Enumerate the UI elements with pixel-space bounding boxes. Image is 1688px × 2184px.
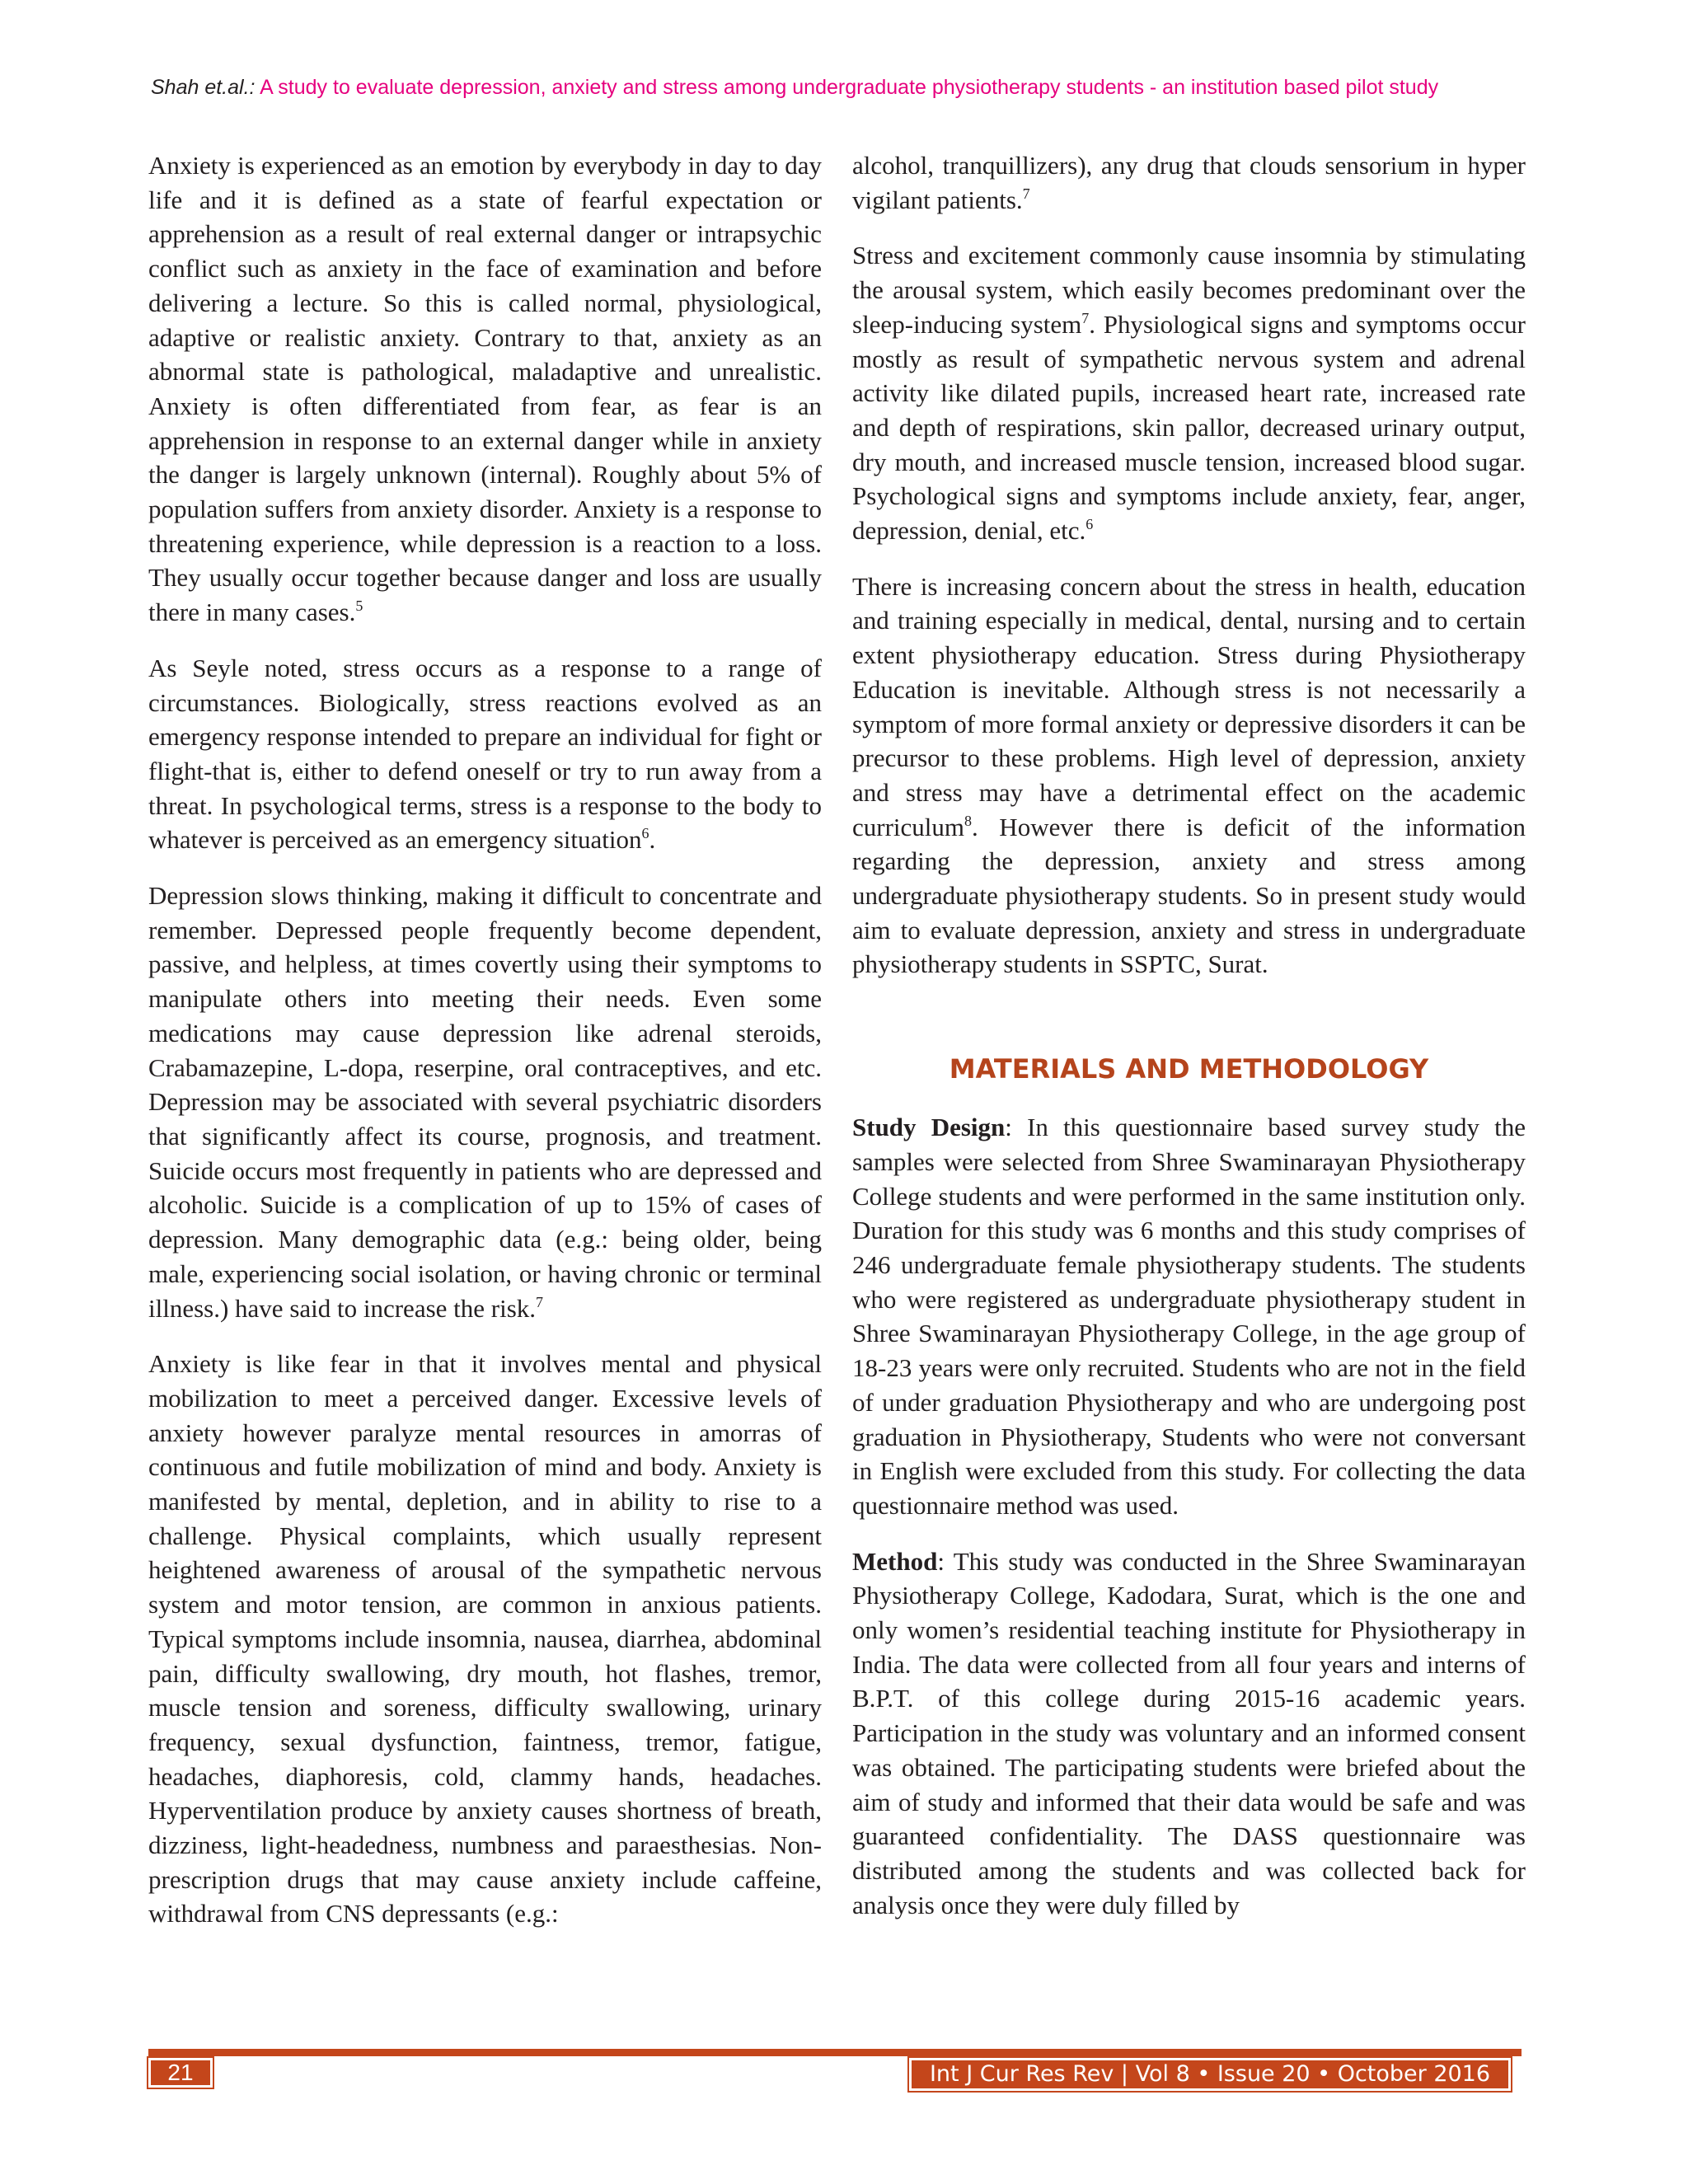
paragraph-anxiety-definition: Anxiety is experienced as an emotion by everybody in day to day life and it is defined as a state of fearful expectation or apprehension as a result of real external danger or intrapsychic conflict such as anxiety in the face of examination and before delivering a lecture. So this is called normal, physiological, adaptive or realistic anxiety. Contrary to that, anxiety as an abnormal state is pathological, maladaptive and unrealistic. Anxiety is often differentiated from fear, as fear is an apprehension in response to an external danger while in anxiety the danger is largely unknown (internal). Roughly about 5% of population suffers from anxiety disorder. Anxiety is a response to threatening experience, while depression is a reaction to a loss. They usually occur together because danger and loss are usually there in many cases.$^5$ — [148, 151, 822, 627]
method-label: Method — [852, 1546, 938, 1576]
paragraph-depression: Depression slows thinking, making it difficult to concentrate and remember. Depressed people frequently become dependent, passive, and helpless, at times covertly using their symptoms to manipulate others into meeting their needs. Even some medications may cause depression like adrenal steroids, Crabamazepine, L-dopa, reserpine, oral contraceptives, and etc. Depression may be associated with several psychiatric disorders that significantly affect its course, prognosis, and treatment. Suicide occurs most frequently in patients who are depressed and alcoholic. Suicide is a complication of up to 15% of cases of depression. Many demographic data (e.g.: being older, being male, experiencing social isolation, or having chronic or terminal illness.) have said to increase the risk.$^7$ — [148, 881, 822, 1323]
paragraph-anxiety-fear: Anxiety is like fear in that it involves mental and physical mobilization to meet a perceived danger. Excessive levels of anxiety however paralyze mental resources in amorras of continuous and futile mobilization of mind and body. Anxiety is manifested by mental, depletion, and in ability to rise to a challenge. Physical complaints, which usually represent heightened awareness of arousal of the sympathetic nervous system and motor tension, are common in anxious patients. Typical symptoms include insomnia, nausea, diarrhea, abdominal pain, difficulty swallowing, dry mouth, hot flashes, tremor, muscle tension and soreness, difficulty swallowing, urinary frequency, sexual dysfunction, faintness, tremor, fatigue, headaches, diaphoresis, cold, clammy hands, headaches. Hyperventilation produce by anxiety causes shortness of breath, dizziness, light-headedness, numbness and paraesthesias. Non-prescription drugs that may cause anxiety include caffeine, withdrawal from CNS depressants (e.g.: — [148, 1349, 822, 1929]
citation-ref: 7 — [1022, 185, 1030, 202]
right-column — [852, 148, 1526, 1943]
left-column — [148, 148, 822, 1952]
page-number: 21 — [148, 2058, 213, 2088]
running-head — [151, 74, 1552, 101]
citation-ref: 6 — [641, 825, 649, 842]
section-heading-materials-methodology: MATERIALS AND METHODOLOGY — [949, 1053, 1429, 1085]
running-head-authors: Shah et.al.: — [151, 76, 256, 99]
paragraph-drugs-continued: alcohol, tranquillizers), any drug that clouds sensorium in hyper vigilant patients.$^7$ — [852, 151, 1526, 214]
citation-ref: 7 — [536, 1293, 544, 1310]
study-design-label: Study Design — [852, 1113, 1006, 1142]
citation-ref: 7 — [1081, 309, 1090, 326]
paragraph-study-design: Study Design: In this questionnaire based survey study the samples were selected from Shree Swaminarayan Physiotherapy College students and were performed in the same institution only. Duration for this study was 6 months and this study comprises of 246 undergraduate female physiotherapy students. The students who were registered as undergraduate physiotherapy student in Shree Swaminarayan Physiotherapy College, in the age group of 18-23 years were only recruited. Students who are not in the field of under graduation Physiotherapy and who are undergoing post graduation in Physiotherapy, Students who were not conversant in English were excluded from this study. For collecting the data questionnaire method was used. — [852, 1113, 1526, 1520]
paragraph-stress-education: There is increasing concern about the stress in health, education and training especially in medical, dental, nursing and to certain extent physiotherapy education. Stress during Physiotherapy Education is inevitable. Although stress is not necessarily a symptom of more formal anxiety or depressive disorders it can be precursor to these problems. High level of depression, anxiety and stress may have a detrimental effect on the academic curriculum$^8$. However there is deficit of the information regarding the depression, anxiety and stress among undergraduate physiotherapy students. So in present study would aim to evaluate depression, anxiety and stress in undergraduate physiotherapy students in SSPTC, Surat. — [852, 571, 1526, 979]
paragraph-stress-seyle: As Seyle noted, stress occurs as a response to a range of circumstances. Biologically, stress reactions evolved as an emergency response intended to prepare an individual for fight or flight-that is, either to defend oneself or try to run away from a threat. In psychological terms, stress is a response to the body to whatever is perceived as an emergency situation$^6$. — [148, 653, 822, 855]
journal-citation: Int J Cur Res Rev | Vol 8 • Issue 20 • October 2016 — [909, 2058, 1511, 2091]
citation-ref: 8 — [964, 812, 973, 829]
running-head-title: A study to evaluate depression, anxiety and stress among undergraduate physiotherapy students - an institution based pilot study — [260, 76, 1439, 99]
footer-rule — [148, 2049, 1522, 2056]
citation-ref: 5 — [355, 598, 363, 615]
paragraph-method: Method: This study was conducted in the Shree Swaminarayan Physiotherapy College, Kadodara, Surat, which is the one and only women’s residential teaching institute for Physiotherapy in India. The data were collected from all four years and interns of B.P.T. of this college during 2015-16 academic years. Participation in the study was voluntary and an informed consent was obtained. The participating students were briefed about the aim of study and informed that their data would be safe and was guaranteed confidentiality. The DASS questionnaire was distributed among the students and was collected back for analysis once they were duly filled by — [852, 1546, 1526, 1919]
paragraph-stress-insomnia: Stress and excitement commonly cause insomnia by stimulating the arousal system, which easily becomes predominant over the sleep-inducing system$^7$. Physiological signs and symptoms occur mostly as result of sympathetic nervous system and adrenal activity like dilated pupils, increased heart rate, increased rate and depth of respirations, skin pallor, decreased urinary output, dry mouth, and increased muscle tension, increased blood sugar. Psychological signs and symptoms include anxiety, fear, anger, depression, denial, etc.$^6$ — [852, 241, 1526, 546]
citation-ref: 6 — [1085, 516, 1094, 533]
